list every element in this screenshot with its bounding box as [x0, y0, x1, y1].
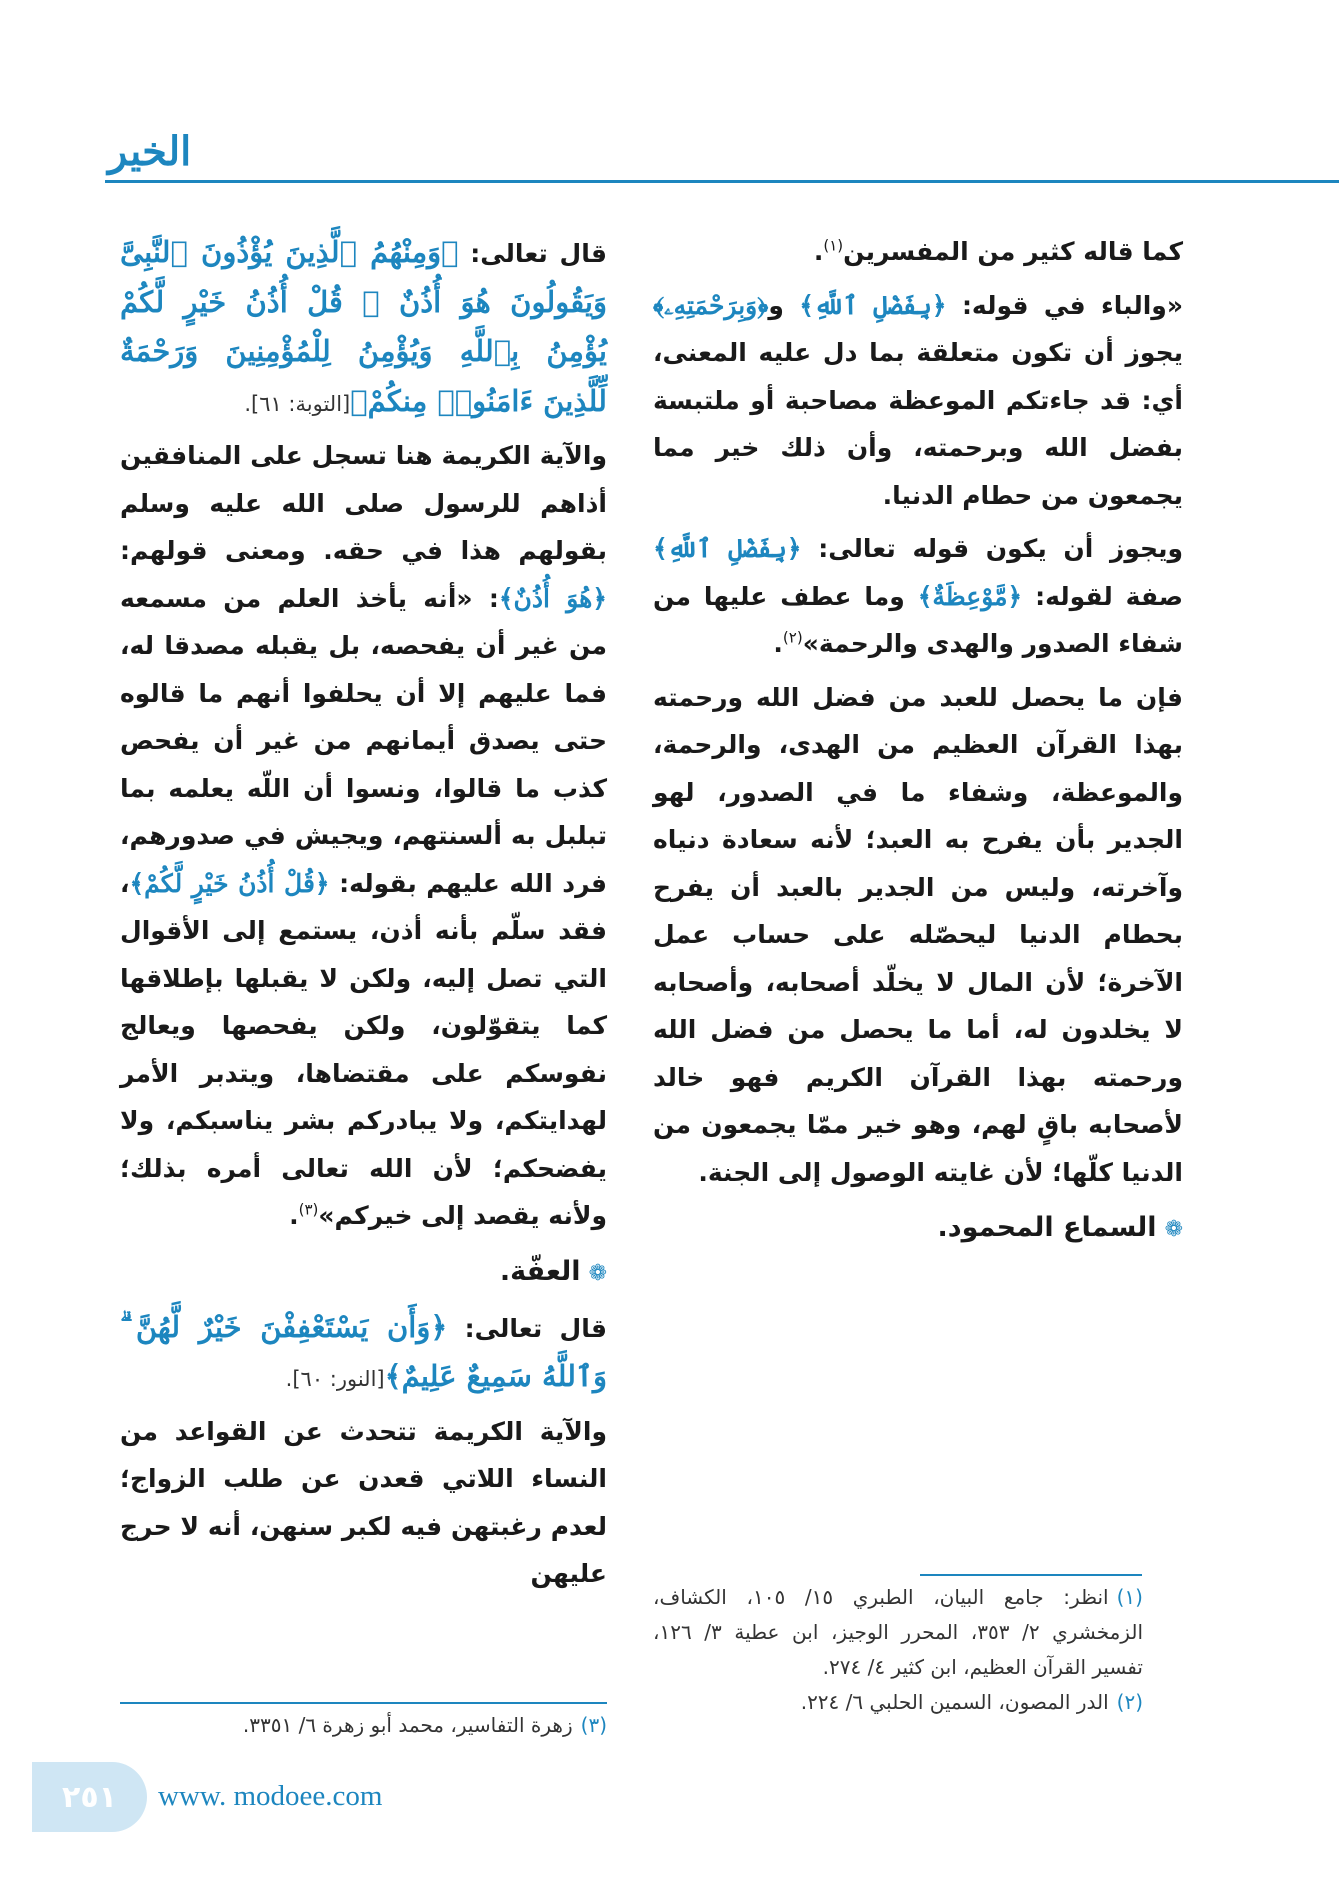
section-heading [653, 1202, 1183, 1253]
quran-verse: ﴿وَأَن يَسْتَعْفِفْنَ خَيْرٌ لَّهُنَّ ۗ وَٱللَّهُ سَمِيعٌ عَلِيمٌ﴾ [120, 1309, 607, 1394]
flower-ornament-icon: ❁ [588, 1260, 607, 1286]
footnote-number: (١) [1116, 1585, 1143, 1609]
footnotes-right [653, 1580, 1143, 1720]
website-link[interactable]: www. modoee.com [158, 1780, 383, 1812]
footnote-number: (٢) [1116, 1690, 1143, 1714]
quran-verse: ﴿بِفَضْلِ ٱللَّهِ﴾ [799, 290, 947, 320]
paragraph [120, 228, 607, 426]
footnote-divider [920, 1574, 1142, 1576]
heading-text: العفّة. [499, 1255, 581, 1287]
quran-verse: ﴿مَّوْعِظَةٌ﴾ [917, 581, 1023, 611]
quran-verse: ﴿قُلْ أُذُنُ خَيْرٍ لَّكُمْ﴾ [129, 868, 330, 898]
footnote [120, 1708, 607, 1743]
text: . [813, 237, 824, 266]
quran-verse: ﴿بِفَضْلِ ٱللَّهِ﴾ [653, 534, 802, 563]
verse-source: [النور: ٦٠]. [285, 1367, 385, 1392]
verse-source: [التوبة: ٦١]. [244, 391, 351, 416]
paragraph: فإن ما يحصل للعبد من فضل الله ورحمته بهذا القرآن العظيم من الهدى، والرحمة، والموعظة، وشفاء ما في الصدور، لهو الجدير بأن يفرح به العبد؛ لأنه سعادة دنياه وآخرته، وليس من الجدير بالعبد أن يفرح بحطام الدنيا ليحصّله على حساب عمل الآخرة؛ لأن المال لا يخلّد أصحابه، وأصحابه لا يخلدون له، أما ما يحصل من فضل الله ورحمته بهذا القرآن الكريم فهو خالد لأصحابه باقٍ لهم، وهو خير ممّا يجمعون من الدنيا كلّها؛ لأن غايته الوصول إلى الجنة. [653, 682, 1183, 1187]
footnote-text: زهرة التفاسير، محمد أبو زهرة ٦/ ٣٣٥١. [242, 1713, 573, 1737]
footnote-text: انظر: جامع البيان، الطبري ١٥/ ١٠٥، الكشاف، الزمخشري ٢/ ٣٥٣، المحرر الوجيز، ابن عطية ٣/ ١٢٦، تفسير القرآن العظيم، ابن كثير ٤/ ٢٧٤. [653, 1585, 1143, 1679]
text: : «أنه يأخذ العلم من مسمعه من غير أن يفحصه، بل يقبله مصدقا له، فما عليهم إلا أن يحلفوا أنهم ما قالوه حتى يصدق أيمانهم من غير أن يفحص كذب ما قالوا، ونسوا أن اللّه يعلمه بما تبلبل به ألسنتهم، ويجيش في صدورهم، فرد الله عليهم بقوله: [120, 583, 607, 898]
flower-ornament-icon: ❁ [1164, 1217, 1183, 1242]
paragraph [653, 228, 1183, 276]
footnote-text: الدر المصون، السمين الحلبي ٦/ ٢٢٤. [800, 1690, 1109, 1714]
quran-verse: ﴿وَمِنْهُمُ ٱلَّذِينَ يُؤْذُونَ ٱلنَّبِىَّ وَيَقُولُونَ هُوَ أُذُنٌ ۚ قُلْ أُذُنُ خَيْرٍ لَّكُمْ يُؤْمِنُ بِٱللَّهِ وَيُؤْمِنُ لِلْمُؤْمِنِينَ وَرَحْمَةٌ لِّلَّذِينَ ءَامَنُوا۟ مِنكُمْ﴾ [120, 235, 607, 418]
footnote [653, 1685, 1143, 1720]
footnotes-left [120, 1708, 607, 1743]
footnote-ref-1[interactable]: (١) [823, 236, 844, 255]
text: . [773, 629, 783, 658]
page-title: الخير [108, 128, 192, 175]
paragraph [120, 1303, 607, 1402]
footnote [653, 1580, 1143, 1685]
section-heading [120, 1246, 607, 1297]
header-divider [105, 180, 1339, 183]
text: قال تعالى: [470, 239, 607, 268]
text: و [768, 290, 784, 320]
text: كما قاله كثير من المفسرين [843, 237, 1183, 266]
heading-text: السماع المحمود. [937, 1212, 1157, 1243]
footnote-ref-2[interactable]: (٢) [782, 628, 803, 647]
text: ، فقد سلّم بأنه أذن، يستمع إلى الأقوال التي تصل إليه، ولكن لا يقبلها بإطلاقها كما يتقوّلون، ولكن يفحصها ويعالج نفوسكم على مقتضاها، ويتدبر الأمر لهدايتكم، ولا يبادركم بشر يناسبكم، ولا يفضحكم؛ لأن الله تعالى أمره بذلك؛ ولأنه يقصد إلى خيركم» [120, 868, 607, 1230]
left-column [120, 228, 607, 1604]
right-column [653, 228, 1183, 1259]
paragraph [653, 525, 1183, 668]
footnote-number: (٣) [580, 1713, 607, 1737]
quran-verse: ﴿وَبِرَحْمَتِهِۦ﴾ [653, 290, 769, 320]
text: والآية الكريمة هنا تسجل على المنافقين أذاهم للرسول صلى الله عليه وسلم بقولهم هذا في حقه. ومعنى قولهم: [120, 441, 607, 565]
text: . [289, 1201, 299, 1230]
paragraph [653, 282, 1183, 520]
quran-verse: ﴿هُوَ أُذُنٌ﴾ [498, 583, 607, 613]
text: وما عطف عليها من شفاء الصدور والهدى والرحمة» [653, 581, 1183, 658]
footnote-divider [120, 1702, 607, 1704]
paragraph [120, 432, 607, 1240]
text: يجوز أن تكون متعلقة بما دل عليه المعنى، أي: قد جاءتكم الموعظة مصاحبة أو ملتبسة بفضل الله وبرحمته، وأن ذلك خير مما يجمعون من حطام الدنيا. [653, 338, 1183, 510]
text: «والباء في قوله: [961, 290, 1183, 320]
text: ويجوز أن يكون قوله تعالى: [818, 534, 1183, 563]
paragraph: والآية الكريمة تتحدث عن القواعد من النساء اللاتي قعدن عن طلب الزواج؛ لعدم رغبتهن فيه لكبر سنهن، أنه لا حرج عليهن [120, 1416, 607, 1589]
footnote-ref-3[interactable]: (٣) [298, 1200, 319, 1219]
text: قال تعالى: [464, 1313, 607, 1343]
page-number-badge: ٢٥١ [32, 1762, 147, 1832]
text: صفة لقوله: [1035, 581, 1183, 611]
